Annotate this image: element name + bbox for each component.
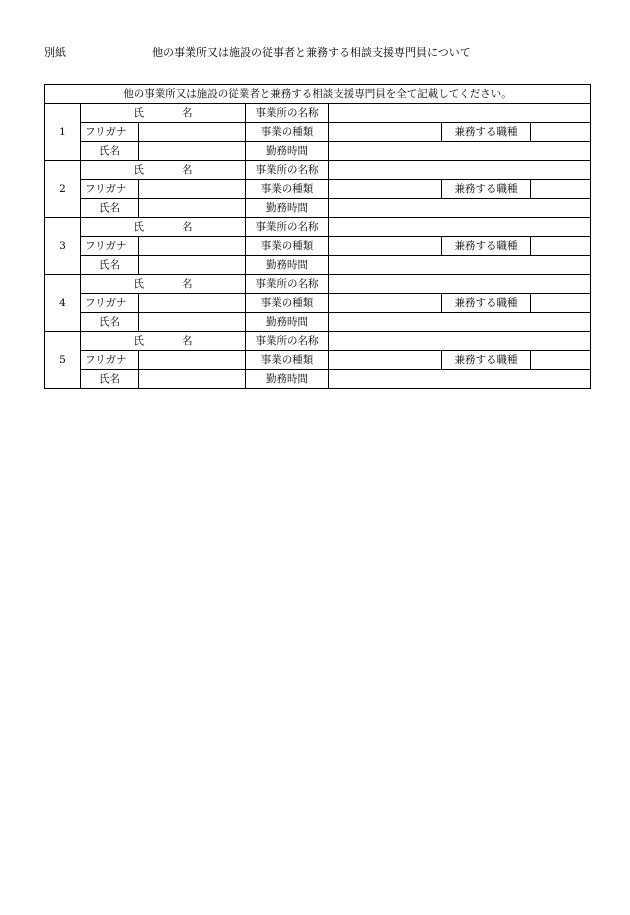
entry-5	[45, 332, 591, 389]
entry-4	[45, 275, 591, 332]
furigana-field[interactable]	[139, 180, 246, 199]
furigana-label: フリガナ	[81, 180, 139, 199]
work-hours-field[interactable]	[329, 199, 591, 218]
entry-number: 2	[45, 161, 81, 218]
business-type-label: 事業の種類	[246, 294, 329, 313]
work-hours-label: 勤務時間	[246, 313, 329, 332]
business-type-label: 事業の種類	[246, 180, 329, 199]
name-heading: 氏名	[81, 218, 246, 237]
business-type-field[interactable]	[329, 180, 442, 199]
furigana-label: フリガナ	[81, 123, 139, 142]
furigana-label: フリガナ	[81, 351, 139, 370]
office-name-label: 事業所の名称	[246, 218, 329, 237]
work-hours-field[interactable]	[329, 313, 591, 332]
name-heading: 氏名	[81, 161, 246, 180]
business-type-field[interactable]	[329, 351, 442, 370]
furigana-field[interactable]	[139, 123, 246, 142]
work-hours-label: 勤務時間	[246, 199, 329, 218]
business-type-label: 事業の種類	[246, 237, 329, 256]
concurrent-job-label: 兼務する職種	[442, 180, 531, 199]
name-label: 氏名	[81, 313, 139, 332]
furigana-field[interactable]	[139, 237, 246, 256]
attachment-label: 別紙	[44, 46, 66, 59]
name-label: 氏名	[81, 199, 139, 218]
office-name-field[interactable]	[329, 104, 591, 123]
name-heading: 氏名	[81, 104, 246, 123]
office-name-field[interactable]	[329, 218, 591, 237]
name-field[interactable]	[139, 313, 246, 332]
office-name-label: 事業所の名称	[246, 275, 329, 294]
office-name-label: 事業所の名称	[246, 332, 329, 351]
work-hours-label: 勤務時間	[246, 370, 329, 389]
work-hours-label: 勤務時間	[246, 256, 329, 275]
name-heading: 氏名	[81, 332, 246, 351]
entry-number: 5	[45, 332, 81, 389]
business-type-field[interactable]	[329, 123, 442, 142]
office-name-field[interactable]	[329, 161, 591, 180]
concurrent-job-field[interactable]	[531, 180, 591, 199]
name-label: 氏名	[81, 256, 139, 275]
entry-number: 1	[45, 104, 81, 161]
work-hours-field[interactable]	[329, 256, 591, 275]
concurrent-job-label: 兼務する職種	[442, 351, 531, 370]
name-field[interactable]	[139, 142, 246, 161]
name-heading: 氏名	[81, 275, 246, 294]
entry-number: 4	[45, 275, 81, 332]
business-type-label: 事業の種類	[246, 351, 329, 370]
concurrent-job-label: 兼務する職種	[442, 294, 531, 313]
office-name-label: 事業所の名称	[246, 161, 329, 180]
work-hours-label: 勤務時間	[246, 142, 329, 161]
business-type-field[interactable]	[329, 294, 442, 313]
entry-1	[45, 104, 591, 161]
concurrent-job-field[interactable]	[531, 351, 591, 370]
name-field[interactable]	[139, 199, 246, 218]
work-hours-field[interactable]	[329, 370, 591, 389]
furigana-label: フリガナ	[81, 294, 139, 313]
concurrent-job-field[interactable]	[531, 123, 591, 142]
furigana-field[interactable]	[139, 351, 246, 370]
name-label: 氏名	[81, 370, 139, 389]
name-field[interactable]	[139, 256, 246, 275]
work-hours-field[interactable]	[329, 142, 591, 161]
concurrent-job-label: 兼務する職種	[442, 123, 531, 142]
office-name-label: 事業所の名称	[246, 104, 329, 123]
furigana-label: フリガナ	[81, 237, 139, 256]
furigana-field[interactable]	[139, 294, 246, 313]
office-name-field[interactable]	[329, 275, 591, 294]
business-type-label: 事業の種類	[246, 123, 329, 142]
entry-2	[45, 161, 591, 218]
office-name-field[interactable]	[329, 332, 591, 351]
concurrent-job-field[interactable]	[531, 294, 591, 313]
concurrent-job-field[interactable]	[531, 237, 591, 256]
name-field[interactable]	[139, 370, 246, 389]
name-label: 氏名	[81, 142, 139, 161]
entry-3	[45, 218, 591, 275]
entry-number: 3	[45, 218, 81, 275]
business-type-field[interactable]	[329, 237, 442, 256]
concurrent-job-label: 兼務する職種	[442, 237, 531, 256]
page-title: 他の事業所又は施設の従事者と兼務する相談支援専門員について	[152, 46, 471, 59]
concurrent-staff-table	[44, 84, 591, 389]
table-caption: 他の事業所又は施設の従業者と兼務する相談支援専門員を全て記載してください。	[45, 85, 591, 104]
